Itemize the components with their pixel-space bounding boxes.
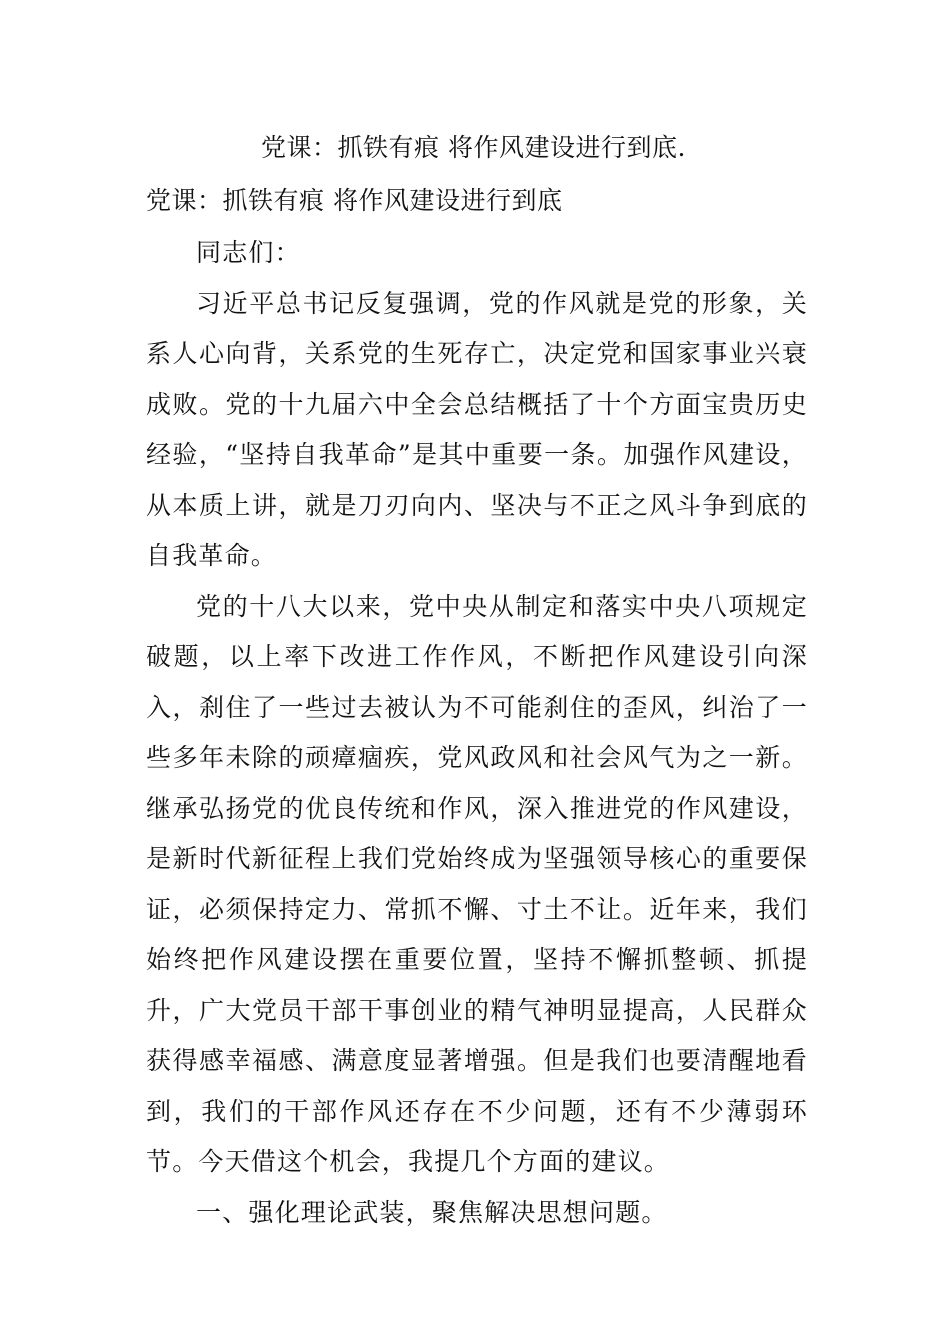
document-subtitle: 党课：抓铁有痕 将作风建设进行到底 [146, 186, 563, 215]
section-heading: 一、强化理论武装，聚焦解决思想问题。 [196, 1197, 668, 1227]
salutation-paragraph: 同志们： [196, 238, 301, 267]
body-paragraph: 习近平总书记反复强调，党的作风就是党的形象，关系人心向背，关系党的生死存亡，决定党和国家事业兴衰成败。党的十九届六中全会总结概括了十个方面宝贵历史经验，“坚持自我革命”是其中重要一条。加强作风建设，从本质上讲，就是刀刃向内、坚决与不正之风斗争到底的自我革命。 [146, 288, 808, 570]
document-title: 党课：抓铁有痕 将作风建设进行到底. [261, 133, 686, 162]
document-body [146, 228, 808, 1238]
body-paragraph: 党的十八大以来，党中央从制定和落实中央八项规定破题，以上率下改进工作作风，不断把作风建设引向深入，刹住了一些过去被认为不可能刹住的歪风，纠治了一些多年未除的顽瘴痼疾，党风政风和社会风气为之一新。继承弘扬党的优良传统和作风，深入推进党的作风建设，是新时代新征程上我们党始终成为坚强领导核心的重要保证，必须保持定力、常抓不懈、寸土不让。近年来，我们始终把作风建设摆在重要位置，坚持不懈抓整顿、抓提升，广大党员干部干事创业的精气神明显提高，人民群众获得感幸福感、满意度显著增强。但是我们也要清醒地看到，我们的干部作风还存在不少问题，还有不少薄弱环节。今天借这个机会，我提几个方面的建议。 [146, 591, 808, 1176]
